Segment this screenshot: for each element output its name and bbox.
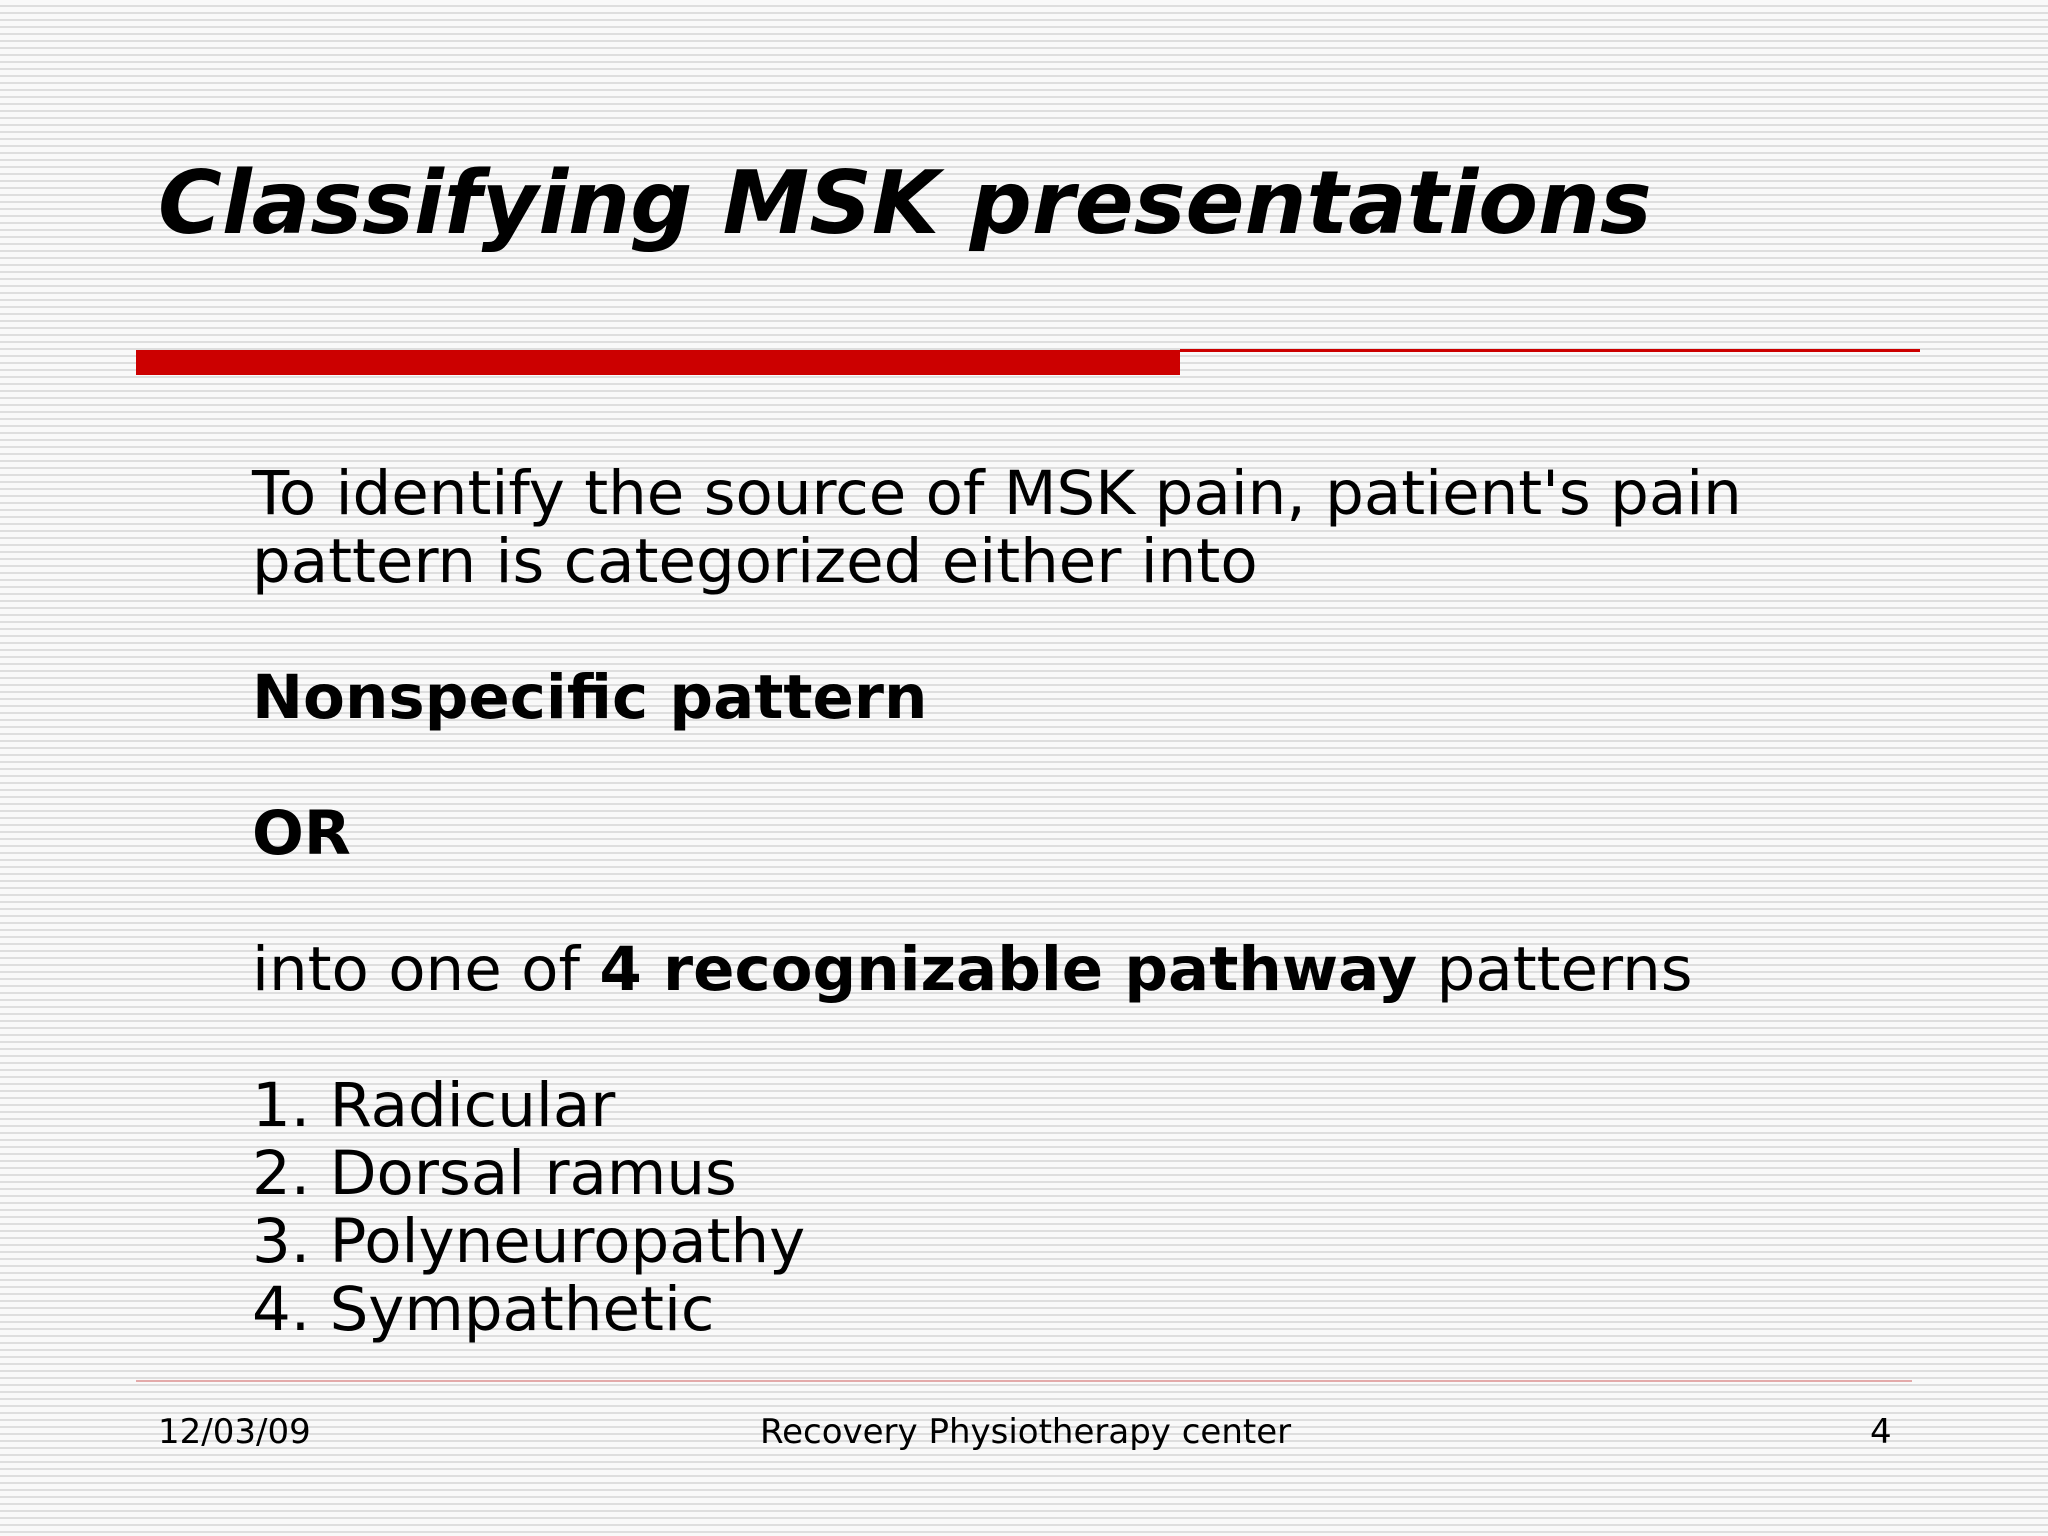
pattern-list — [252, 1072, 1892, 1344]
option-pathway — [252, 936, 1892, 1004]
spacer — [252, 596, 1892, 664]
option-pathway-prefix: into one of — [252, 934, 600, 1005]
title-accent-line — [1180, 349, 1920, 352]
intro-text: To identify the source of MSK pain, patient's pain pattern is categorized either into — [252, 458, 1742, 597]
spacer — [252, 732, 1892, 800]
title-accent-bar — [136, 350, 1180, 375]
pattern-item: 3. Polyneuropathy — [252, 1206, 806, 1277]
footer-divider — [136, 1380, 1912, 1382]
option-pathway-bold: 4 recognizable pathway — [599, 934, 1418, 1005]
option-nonspecific: Nonspecific pattern — [252, 662, 928, 733]
page-number: 4 — [1870, 1412, 1892, 1452]
pattern-item: 1. Radicular — [252, 1070, 616, 1141]
footer-date: 12/03/09 — [158, 1412, 311, 1452]
option-pathway-suffix: patterns — [1417, 934, 1693, 1005]
pattern-item: 4. Sympathetic — [252, 1274, 715, 1345]
slide-title: Classifying MSK presentations — [158, 152, 1652, 254]
slide-body — [252, 460, 1892, 1344]
footer-center-text: Recovery Physiotherapy center — [760, 1412, 1292, 1452]
or-label: OR — [252, 798, 351, 869]
spacer — [252, 1004, 1892, 1072]
pattern-item: 2. Dorsal ramus — [252, 1138, 737, 1209]
spacer — [252, 868, 1892, 936]
